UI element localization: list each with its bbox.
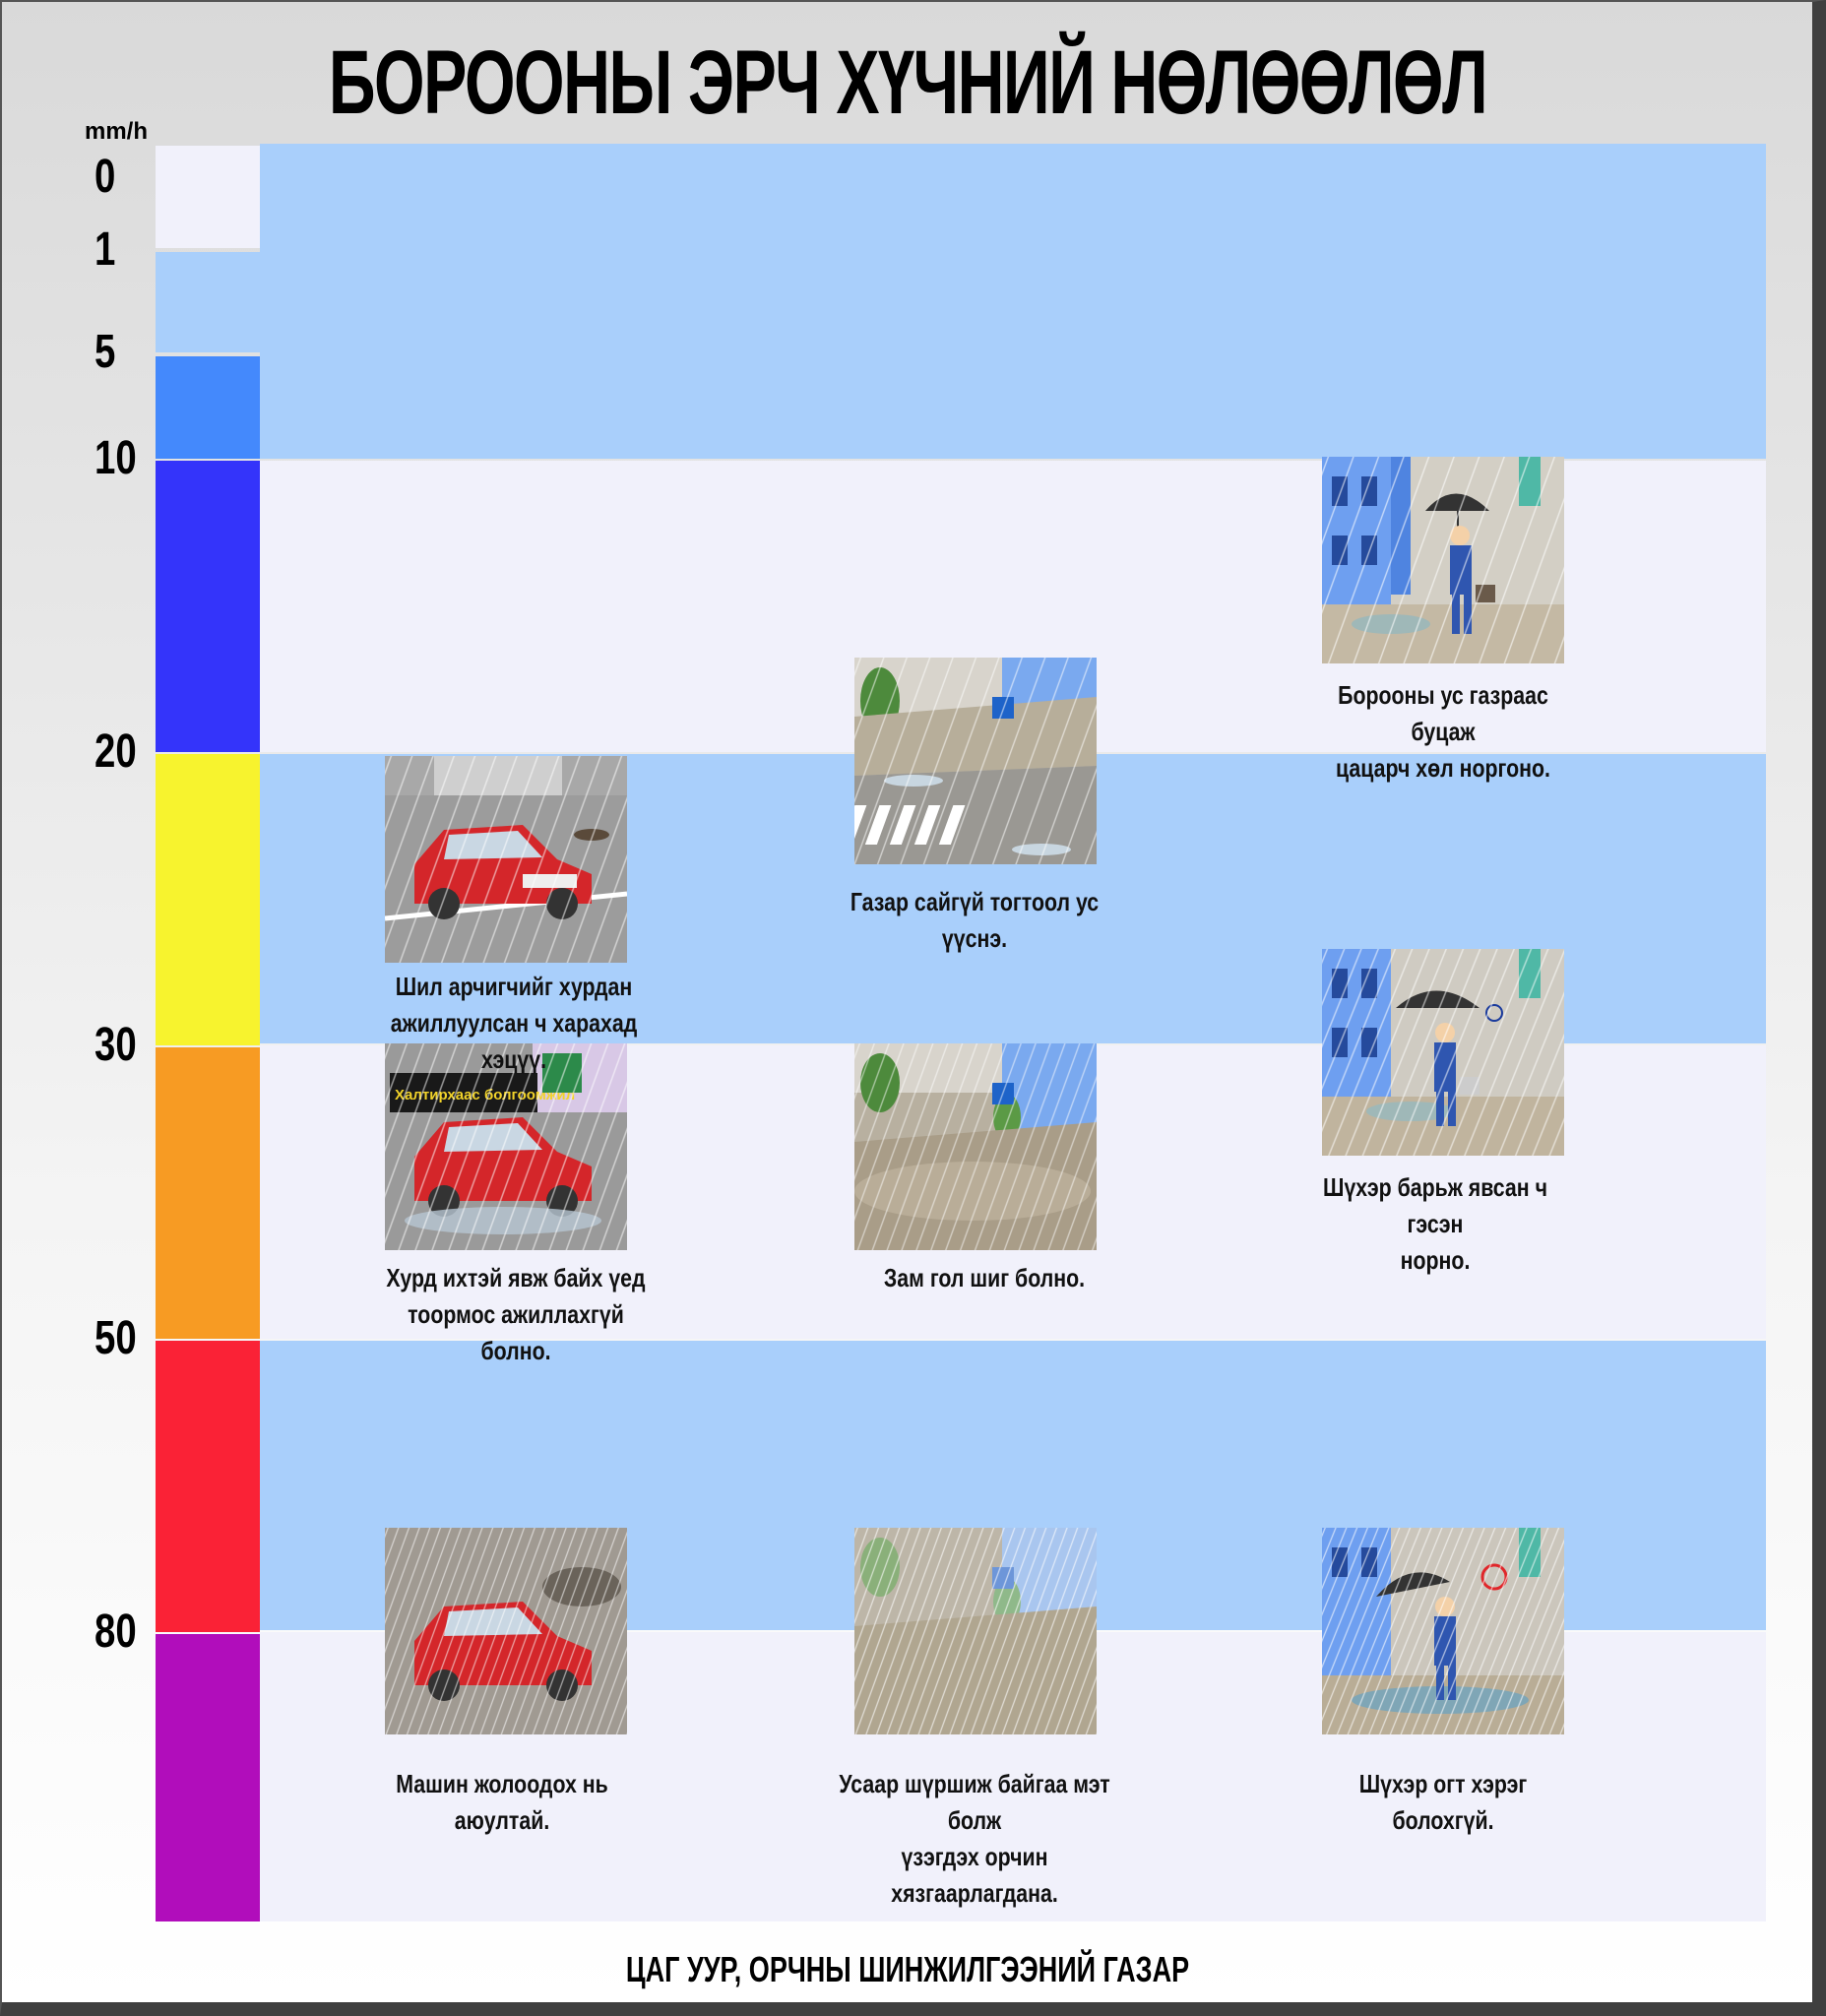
tick-label-20: 20 xyxy=(94,725,137,778)
illustration-road-spray-80 xyxy=(854,1528,1097,1734)
caption-walker-10-20 xyxy=(1306,677,1581,787)
illustration-car-danger-80 xyxy=(385,1528,627,1734)
tick-label-1: 1 xyxy=(94,223,116,276)
caption-line: Хурд ихтэй явж байх үед xyxy=(386,1263,646,1292)
caption-walker-30-50 xyxy=(1298,1169,1573,1279)
caption-line: цацарч хөл норгоно. xyxy=(1336,753,1550,783)
footer-source: ЦАГ УУР, ОРЧНЫ ШИНЖИЛГЭЭНИЙ ГАЗАР xyxy=(625,1949,1190,1989)
caption-line: норно. xyxy=(1400,1245,1471,1275)
tick-label-5: 5 xyxy=(94,326,116,378)
tick-label-80: 80 xyxy=(94,1606,137,1658)
scale-segment-10-20 xyxy=(156,461,260,752)
caption-car-80 xyxy=(365,1766,640,1839)
scale-segment-1-5 xyxy=(156,252,260,352)
caption-car-30-50 xyxy=(379,1260,654,1369)
scale-segment-50-80 xyxy=(156,1341,260,1632)
illustration-walker-umbrella-useless-80 xyxy=(1322,1528,1564,1734)
caption-line: Машин жолоодох нь аюултай. xyxy=(396,1769,608,1835)
tick-label-50: 50 xyxy=(94,1312,137,1364)
scale-segment-20-30 xyxy=(156,754,260,1045)
page-title: БОРООНЫ ЭРЧ ХҮЧНИЙ НӨЛӨӨЛӨЛ xyxy=(328,32,1487,133)
scale-segment-0-1 xyxy=(156,146,260,248)
unit-label: mm/h xyxy=(85,118,149,145)
caption-line: Шүхэр огт хэрэг болохгүй. xyxy=(1358,1769,1528,1835)
caption-walker-80 xyxy=(1306,1766,1581,1839)
caption-car-20-30 xyxy=(377,969,652,1078)
band-0-10 xyxy=(260,144,1766,459)
illustration-walker-umbrella-10-20 xyxy=(1322,457,1564,663)
illustration-road-river-30-50 xyxy=(854,1043,1097,1250)
caption-line: үзэгдэх орчин хязгаарлагдана. xyxy=(891,1842,1058,1908)
caption-line: Зам гол шиг болно. xyxy=(883,1263,1086,1292)
scale-segment-5-10 xyxy=(156,356,260,459)
scale-segment-80-plus xyxy=(156,1634,260,1922)
caption-line: Борооны ус газраас буцаж xyxy=(1338,680,1548,746)
tick-label-0: 0 xyxy=(94,151,116,203)
caption-road-80 xyxy=(838,1766,1112,1912)
illustration-car-wipers-20-30 xyxy=(385,756,627,963)
tick-label-10: 10 xyxy=(94,432,137,484)
scale-segment-30-50 xyxy=(156,1047,260,1339)
caption-road-30-50 xyxy=(848,1260,1122,1296)
caption-line: Усаар шүршиж байгаа мэт болж xyxy=(839,1769,1110,1835)
caption-line: Шил арчигчийг хурдан xyxy=(395,972,633,1001)
caption-line: Газар сайгүй тогтоол ус үүснэ. xyxy=(850,887,1100,953)
illustration-walker-umbrella-30-50 xyxy=(1322,949,1564,1156)
caption-line: ажиллуулсан ч харахад хэцүү. xyxy=(390,1008,638,1074)
illustration-road-puddles-20-30 xyxy=(854,658,1097,864)
caption-line: Шүхэр барьж явсан ч гэсэн xyxy=(1323,1172,1547,1238)
tick-label-30: 30 xyxy=(94,1019,137,1071)
caption-road-20-30 xyxy=(838,884,1112,957)
caption-line: тоормос ажиллахгүй болно. xyxy=(408,1299,624,1365)
